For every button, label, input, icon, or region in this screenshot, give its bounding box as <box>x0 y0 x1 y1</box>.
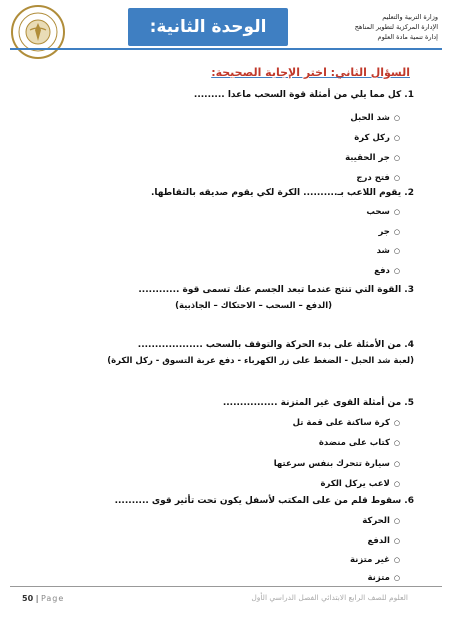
question-stem: 5. من أمثلة القوى غير المتزنة ................ <box>222 398 414 408</box>
ministry-line: الإدارة المركزية لتطوير المناهج <box>354 23 438 31</box>
answer-option[interactable] <box>378 227 400 237</box>
answer-choices-hint: (لعبة شد الحبل - الضغط على زر الكهرباء - دفع عربة التسوق - ركل الكرة) <box>107 356 414 366</box>
option-label: غير متزنة <box>350 555 390 565</box>
answer-option[interactable] <box>274 459 400 469</box>
answer-option[interactable] <box>377 246 400 256</box>
question-stem: 1. كل مما يلي من أمثلة قوة السحب ماعدا ......... <box>193 90 414 100</box>
radio-circle-icon[interactable]: ○ <box>393 537 400 545</box>
answer-option[interactable] <box>319 438 400 448</box>
answer-option[interactable] <box>350 113 400 123</box>
option-label: جر الحقيبة <box>345 153 390 163</box>
radio-circle-icon[interactable]: ○ <box>393 556 400 564</box>
radio-circle-icon[interactable]: ○ <box>393 267 400 275</box>
option-label: لاعب يركل الكرة <box>320 479 390 489</box>
option-label: كرة ساكنة على قمة تل <box>292 418 390 428</box>
radio-circle-icon[interactable]: ○ <box>393 134 400 142</box>
radio-circle-icon[interactable]: ○ <box>393 480 400 488</box>
answer-option[interactable] <box>374 266 400 276</box>
radio-circle-icon[interactable]: ○ <box>393 208 400 216</box>
question-stem: 3. القوة التي تنتج عندما تبعد الجسم عنك تسمى قوة ............ <box>138 285 414 295</box>
radio-circle-icon[interactable]: ○ <box>393 228 400 236</box>
answer-choices-hint: (الدفع – السحب – الاحتكاك – الجاذبية) <box>175 301 332 311</box>
footer-divider <box>10 586 442 587</box>
option-label: شد <box>376 246 390 256</box>
ministry-line: وزارة التربية والتعليم <box>382 13 438 21</box>
radio-circle-icon[interactable]: ○ <box>393 154 400 162</box>
page-number <box>22 594 64 603</box>
option-label: شد الحبل <box>350 113 390 123</box>
answer-option[interactable] <box>345 153 400 163</box>
page-word: Page <box>40 594 65 603</box>
radio-circle-icon[interactable]: ○ <box>393 439 400 447</box>
header-divider <box>10 48 442 50</box>
option-label: ركل كرة <box>354 133 390 143</box>
answer-option[interactable] <box>362 516 400 526</box>
option-label: سحب <box>366 207 390 217</box>
radio-circle-icon[interactable]: ○ <box>393 460 400 468</box>
question-stem: 6. سقوط قلم من على المكتب لأسفل يكون تحت تأثير قوى .......... <box>114 496 414 506</box>
radio-circle-icon[interactable]: ○ <box>393 574 400 582</box>
option-label: سيارة تتحرك بنفس سرعتها <box>273 459 390 469</box>
answer-option[interactable] <box>293 418 400 428</box>
option-label: دفع <box>374 266 390 276</box>
answer-option[interactable] <box>350 555 400 565</box>
radio-circle-icon[interactable]: ○ <box>393 114 400 122</box>
ministry-line: إدارة تنمية مادة العلوم <box>377 33 438 41</box>
question-stem: 4. من الأمثلة على بدء الحركة والتوقف بالسحب ................... <box>137 340 414 350</box>
option-label: الدفع <box>367 536 390 546</box>
section-heading: السؤال الثاني: اختر الإجابة الصحيحة: <box>211 66 410 79</box>
question-stem: 2. يقوم اللاعب بـ.......... الكرة لكي يقوم صديقه بالتقاطها. <box>151 188 414 198</box>
radio-circle-icon[interactable]: ○ <box>393 174 400 182</box>
ministry-seal-icon <box>10 4 66 60</box>
footer-subject: العلوم للصف الرابع الابتدائي الفصل الدراسي الأول <box>251 593 408 602</box>
answer-option[interactable] <box>356 173 400 183</box>
page-number-value: 50 <box>22 594 34 603</box>
radio-circle-icon[interactable]: ○ <box>393 517 400 525</box>
answer-option[interactable] <box>320 479 400 489</box>
radio-circle-icon[interactable]: ○ <box>393 419 400 427</box>
answer-option[interactable] <box>368 536 401 546</box>
answer-option[interactable] <box>366 207 400 217</box>
unit-title: الوحدة الثانية: الحركة <box>149 17 267 75</box>
page-separator: | <box>35 594 39 603</box>
header-banner <box>128 8 288 75</box>
ministry-block <box>318 12 438 42</box>
radio-circle-icon[interactable]: ○ <box>393 247 400 255</box>
option-label: كتاب على منضدة <box>318 438 390 448</box>
option-label: جر <box>378 227 390 237</box>
answer-option[interactable] <box>368 573 400 583</box>
option-label: الحركة <box>362 516 390 526</box>
option-label: متزنة <box>367 573 390 583</box>
option-label: فتح درج <box>356 173 390 183</box>
answer-option[interactable] <box>354 133 400 143</box>
